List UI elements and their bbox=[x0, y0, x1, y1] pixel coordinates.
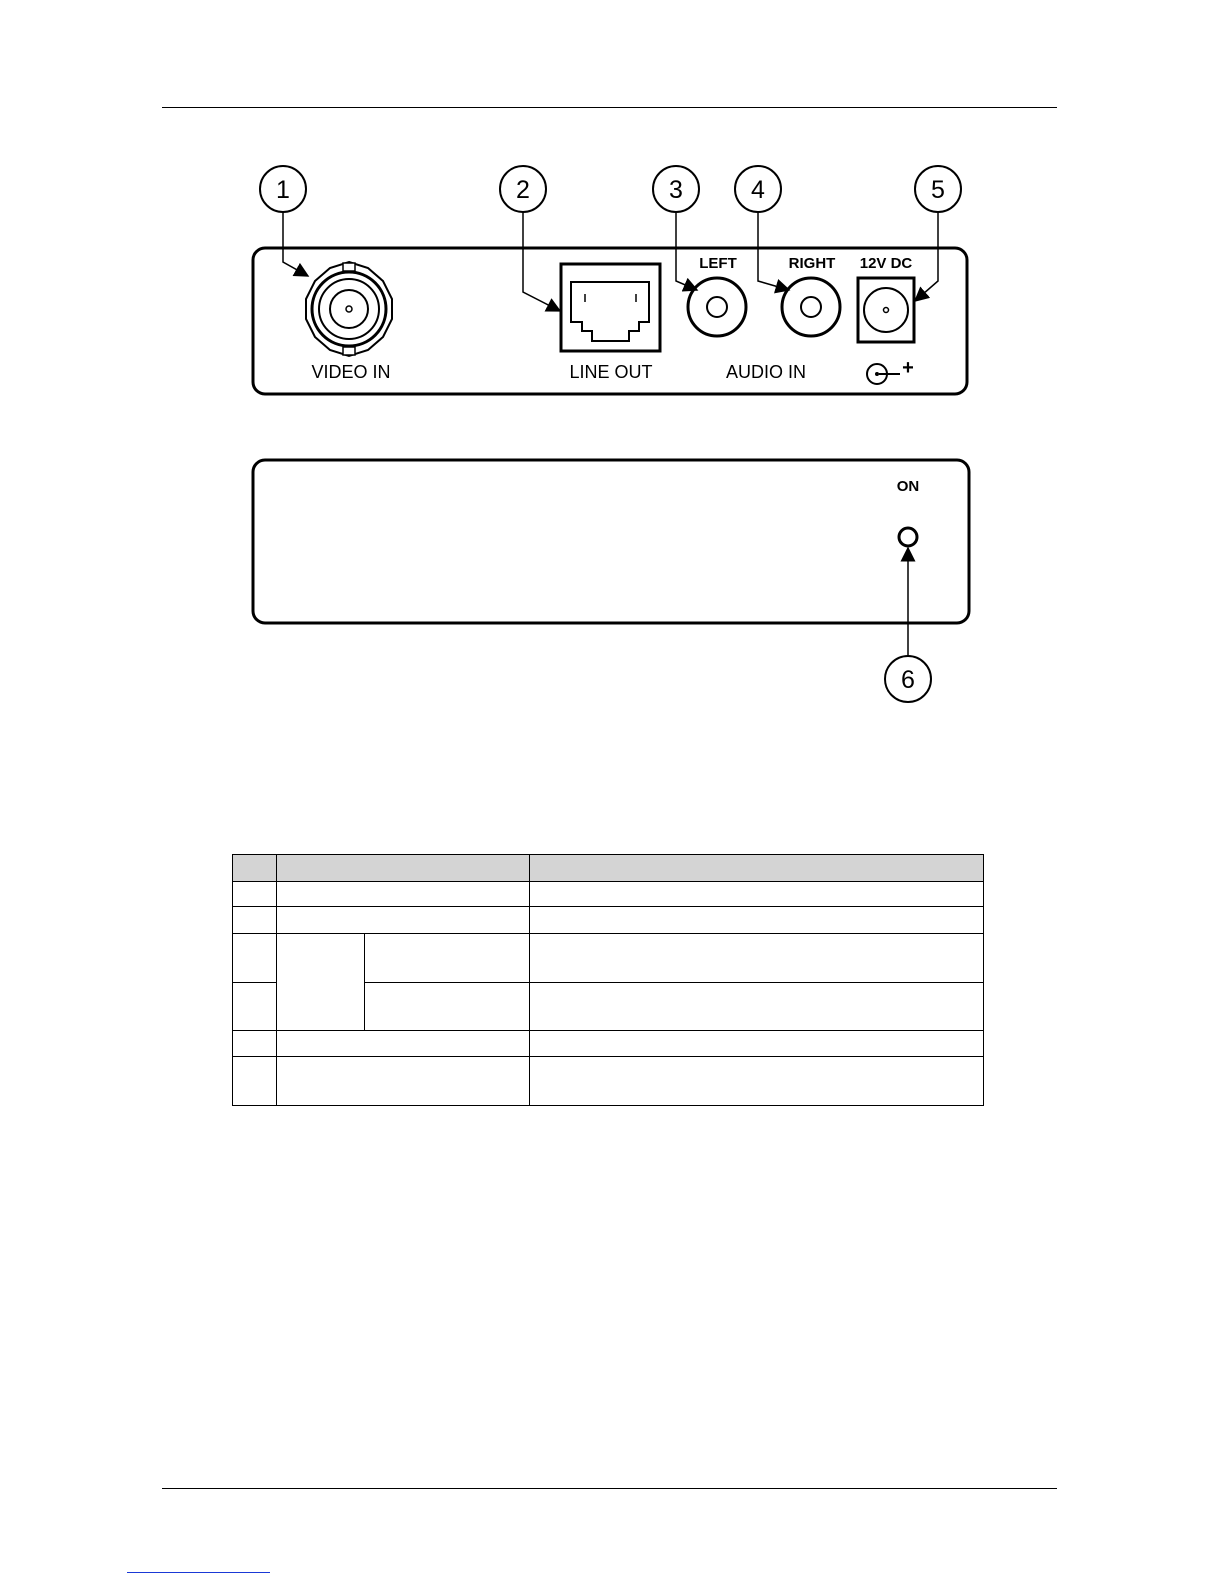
callout-6 bbox=[885, 656, 931, 702]
front-panel bbox=[253, 460, 969, 623]
leader-line-5 bbox=[915, 212, 938, 301]
audio-in-label: AUDIO IN bbox=[725, 362, 807, 382]
callout-1 bbox=[260, 166, 306, 212]
footer-rule bbox=[162, 1488, 1057, 1489]
svg-text:3: 3 bbox=[669, 176, 683, 204]
callout-4 bbox=[735, 166, 781, 212]
header-feature bbox=[277, 855, 530, 882]
polarity-icon bbox=[867, 364, 900, 384]
left-label: LEFT bbox=[699, 255, 737, 272]
header-num bbox=[233, 855, 277, 882]
video-in-label: VIDEO IN bbox=[311, 362, 391, 382]
table-row bbox=[233, 882, 984, 907]
rj45-port-icon bbox=[561, 264, 660, 351]
table-row bbox=[233, 1057, 984, 1106]
table-header-row bbox=[233, 855, 984, 882]
polarity-plus-label: + bbox=[902, 357, 914, 379]
callout-3 bbox=[653, 166, 699, 212]
features-table bbox=[232, 854, 984, 1106]
svg-text:6: 6 bbox=[901, 666, 915, 694]
power-label: 12V DC bbox=[859, 255, 913, 272]
panel-diagram bbox=[0, 0, 1225, 720]
bnc-connector-icon bbox=[306, 262, 392, 356]
svg-text:2: 2 bbox=[516, 176, 530, 204]
svg-text:1: 1 bbox=[276, 176, 290, 204]
callout-2 bbox=[500, 166, 546, 212]
table-row bbox=[233, 907, 984, 934]
header-function bbox=[530, 855, 984, 882]
leader-line-3 bbox=[676, 212, 697, 290]
rca-right-jack-icon bbox=[782, 278, 840, 336]
table-row bbox=[233, 934, 984, 983]
callout-5 bbox=[915, 166, 961, 212]
on-label: ON bbox=[896, 478, 920, 495]
rca-left-jack-icon bbox=[688, 278, 746, 336]
leader-line-1 bbox=[283, 212, 308, 276]
leader-line-2 bbox=[523, 212, 560, 311]
svg-text:5: 5 bbox=[931, 176, 945, 204]
footer-link-underline[interactable] bbox=[127, 1572, 270, 1573]
right-label: RIGHT bbox=[788, 255, 836, 272]
dc-power-jack-icon bbox=[858, 278, 914, 342]
line-out-label: LINE OUT bbox=[569, 362, 653, 382]
leader-line-4 bbox=[758, 212, 789, 290]
on-led-icon bbox=[899, 528, 917, 546]
svg-text:4: 4 bbox=[751, 176, 765, 204]
table-row bbox=[233, 1031, 984, 1057]
